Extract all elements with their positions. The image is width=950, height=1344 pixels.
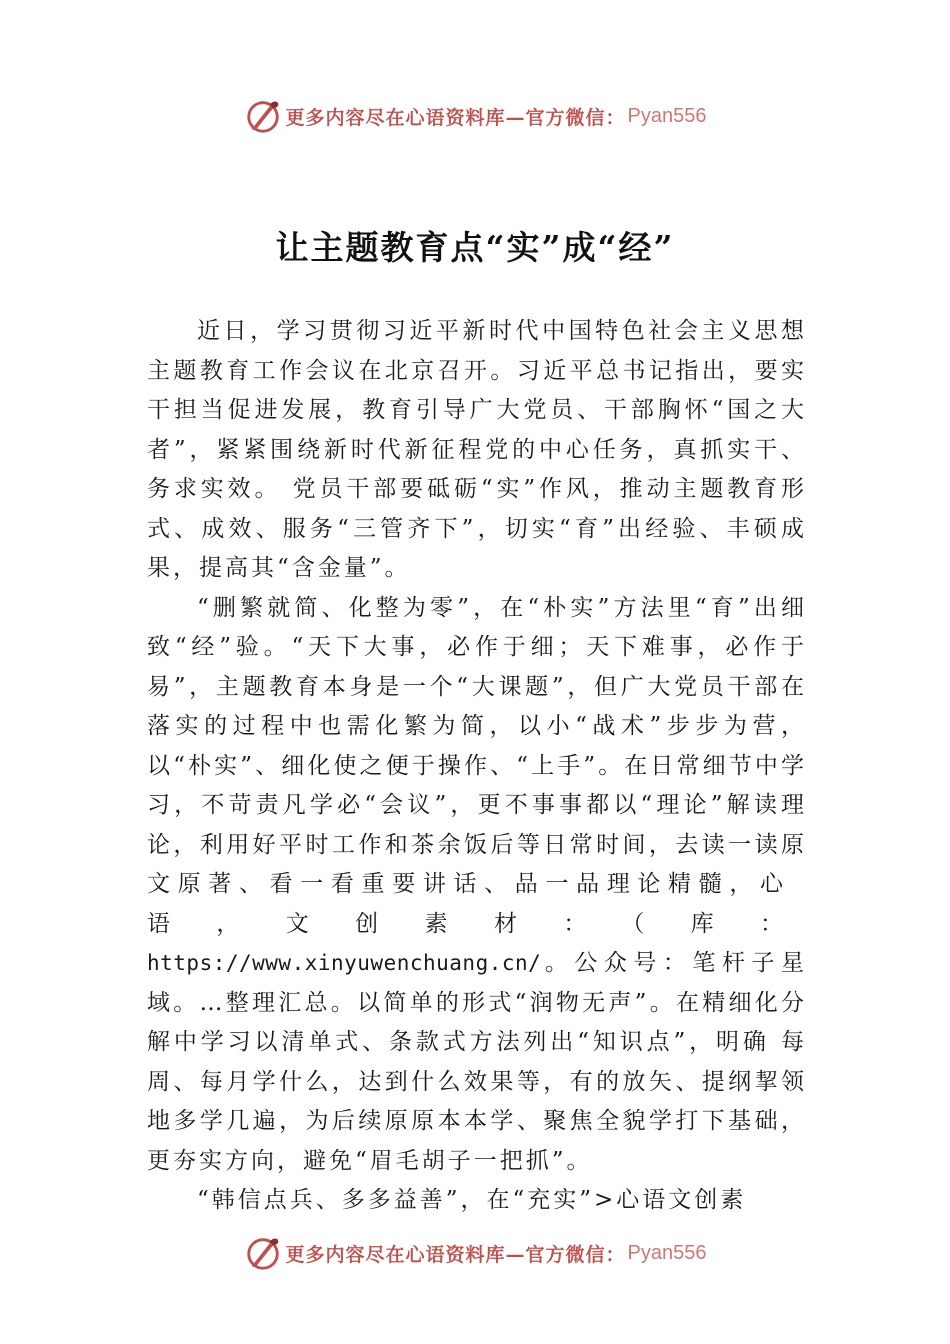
- paragraph-2-text: “删繁就简、化整为零”，在“朴实”方法里“育”出细致“经”验。“天下大事，必作于细；天下难事，必作于易”，主题教育本身是一个“大课题”，但广大党员干部在落实的过程中也需化繁为简，以小“战术”步步为营，以“朴实”、细化使之便于操作、“上手”。在日常细节中学习，不苛责凡学必“会议”，更不事事都以“理论”解读理论，利用好平时工作和茶余饭后等日常时间，去读一读原文原著、看一看重要讲话、品一品理论精髓，: [147, 594, 807, 897]
- header-banner: [0, 94, 950, 138]
- quill-pen-logo-icon: [244, 97, 282, 135]
- paragraph-3: “韩信点兵、多多益善”，在“充实”>心语文创素: [197, 1187, 747, 1213]
- quill-pen-logo-icon: [244, 1234, 282, 1272]
- wechat-handle: Pyan556: [627, 104, 707, 127]
- library-url: https://www.xinyuwenchuang.cn/: [147, 951, 542, 975]
- footer-banner: [0, 1231, 950, 1275]
- paragraph-2-continued: 。公众号：笔杆子星域。…整理汇总。以简单的形式“润物无声”。在精细化分解中学习以清单式、条款式方法列出“知识点”，明确 每周、每月学什么，达到什么效果等，有的放矢、提纲挈领地多学几遍，为后续原原本本学、聚焦全貌学打下基础，更夯实方向，避免“眉毛胡子一把抓”。: [147, 950, 807, 1174]
- banner-text: 更多内容尽在心语资料库—官方微信：: [285, 106, 626, 129]
- footer-banner-text: 更多内容尽在心语资料库—官方微信：: [285, 1243, 626, 1266]
- document-body: [147, 312, 807, 1221]
- document-title: 让主题教育点“实”成“经”: [275, 228, 675, 268]
- paragraph-1: 近日，学习贯彻习近平新时代中国特色社会主义思想主题教育工作会议在北京召开。习近平总书记指出，要实干担当促进发展，教育引导广大党员、干部胸怀“国之大者”，紧紧围绕新时代新征程党的中心任务，真抓实干、务求实效。 党员干部要砥砺“实”作风，推动主题教育形式、成效、服务“三管齐下”，切实“育”出经验、丰硕成果，提高其“含金量”。: [147, 318, 807, 581]
- watermark-inline-text: 心语，文创素材：（库：: [147, 871, 807, 937]
- paragraph-2: [147, 589, 807, 1182]
- footer-wechat-handle: Pyan556: [627, 1241, 707, 1264]
